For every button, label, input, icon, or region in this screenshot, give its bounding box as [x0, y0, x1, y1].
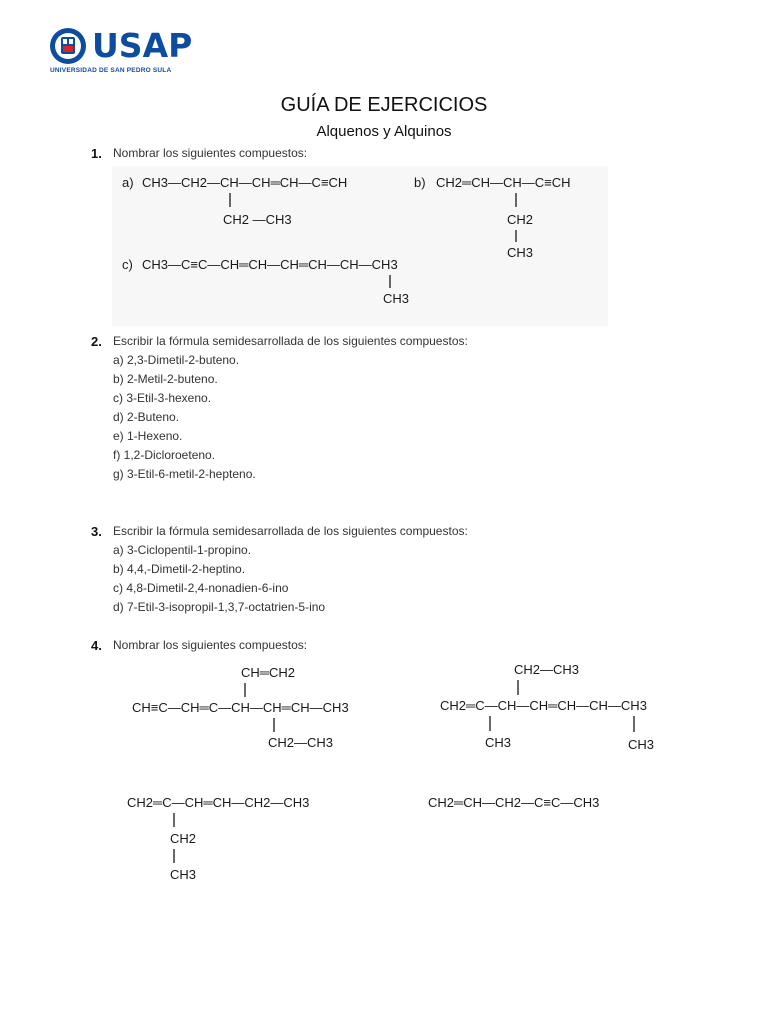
structure-c-branch: CH3	[383, 291, 410, 306]
university-name: UNIVERSIDAD DE SAN PEDRO SULA	[50, 67, 172, 74]
structure-a-label: a)	[122, 175, 134, 190]
list-item: a) 2,3-Dimetil-2-buteno.	[113, 353, 240, 367]
list-item: b) 2-Metil-2-buteno.	[113, 372, 218, 386]
section-4-prompt: Nombrar los siguientes compuestos:	[113, 638, 308, 652]
section-4-number: 4.	[91, 638, 102, 653]
list-item: g) 3-Etil-6-metil-2-hepteno.	[113, 467, 256, 481]
section-1-number: 1.	[91, 146, 102, 161]
structure-c-label: c)	[122, 257, 133, 272]
list-item: c) 4,8-Dimetil-2,4-nonadien-6-ino	[113, 581, 289, 595]
structure-a-main-chain: CH3—CH2—CH—CH═CH—C≡CH	[142, 175, 348, 190]
s1-bottom-branch: CH2—CH3	[268, 735, 334, 750]
s2-bottom-branch-1: CH3	[485, 735, 512, 750]
s1-top-branch: CH═CH2	[241, 665, 295, 680]
structure-b-main-chain: CH2═CH—CH—C≡CH	[436, 175, 571, 190]
section-2-number: 2.	[91, 334, 102, 349]
list-item: d) 7-Etil-3-isopropil-1,3,7-octatrien-5-ino	[113, 600, 326, 614]
section-2-prompt: Escribir la fórmula semidesarrollada de los siguientes compuestos:	[113, 334, 468, 348]
s2-bottom-branch-2: CH3	[628, 737, 655, 752]
structure-b-branch-2: CH3	[507, 245, 534, 260]
s1-main-chain: CH≡C—CH═C—CH—CH═CH—CH3	[132, 700, 349, 715]
structure-b-branch-1: CH2	[507, 212, 534, 227]
section-1-prompt: Nombrar los siguientes compuestos:	[113, 146, 308, 160]
list-item: c) 3-Etil-3-hexeno.	[113, 391, 212, 405]
list-item: d) 2-Buteno.	[113, 410, 180, 424]
section-3-number: 3.	[91, 524, 102, 539]
list-item: a) 3-Ciclopentil-1-propino.	[113, 543, 252, 557]
brand-name: USAP	[92, 26, 193, 65]
s4-main-chain: CH2═CH—CH2—C≡C—CH3	[428, 795, 600, 810]
list-item: b) 4,4,-Dimetil-2-heptino.	[113, 562, 246, 576]
page-title: GUÍA DE EJERCICIOS	[280, 94, 488, 116]
s2-top-branch: CH2—CH3	[514, 662, 580, 677]
list-item: f) 1,2-Dicloroeteno.	[113, 448, 216, 462]
structure-b-label: b)	[414, 175, 426, 190]
s2-main-chain: CH2═C—CH—CH═CH—CH—CH3	[440, 698, 647, 713]
section-3-prompt: Escribir la fórmula semidesarrollada de los siguientes compuestos:	[113, 524, 468, 538]
s3-branch-2: CH3	[170, 867, 197, 882]
s3-branch-1: CH2	[170, 831, 197, 846]
page-subtitle: Alquenos y Alquinos	[316, 123, 452, 140]
list-item: e) 1-Hexeno.	[113, 429, 183, 443]
structure-c-main-chain: CH3—C≡C—CH═CH—CH═CH—CH—CH3	[142, 257, 398, 272]
structure-a-branch: CH2 —CH3	[223, 212, 292, 227]
s3-main-chain: CH2═C—CH═CH—CH2—CH3	[127, 795, 310, 810]
